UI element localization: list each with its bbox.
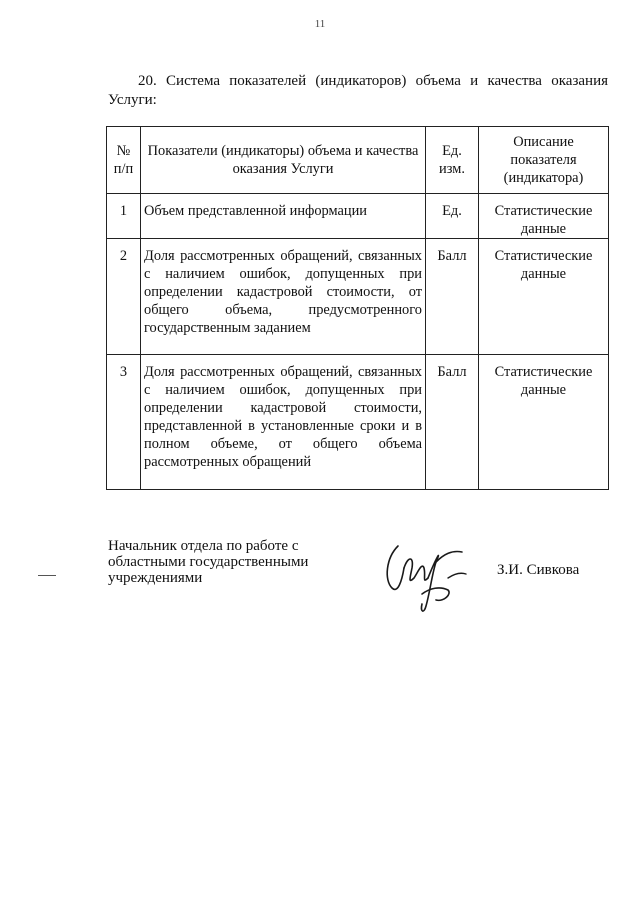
page-number: 11 [314,18,326,30]
cell-name [141,239,426,355]
cell-num: 1 [107,194,141,239]
cell-desc: Статистические данные [479,194,609,239]
signatory-name: З.И. Сивкова [497,562,580,578]
section-heading: 20. Система показателей (индикаторов) объема и качества оказания Услуги: [108,73,608,108]
cell-name-text: Доля рассмотренных обращений, связанных с наличием ошибок, допущенных при определении кадастровой стоимости, представленной в установленные сроки и в полном объеме, от общего объема рассмотренных обращений [144,364,422,470]
table-row [107,239,609,355]
header-desc: Описание показателя (индикатора) [479,127,609,194]
cell-name-text: Доля рассмотренных обращений, связанных с наличием ошибок, допущенных при определении кадастровой стоимости, от общего объема, предусмотренного государственным заданием [144,248,422,336]
table-row [107,355,609,490]
cell-unit: Балл [426,239,479,355]
header-unit: Ед. изм. [426,127,479,194]
header-num: № п/п [107,127,141,194]
table-header-row [107,127,609,194]
table-row [107,194,609,239]
cell-num: 2 [107,239,141,355]
cell-num: 3 [107,355,141,490]
cell-unit: Балл [426,355,479,490]
cell-unit: Ед. [426,194,479,239]
signatory-position: Начальник отдела по работе с областными государственными учреждениями [108,538,309,586]
margin-mark [38,575,56,576]
cell-name [141,355,426,490]
cell-desc: Статистические данные [479,239,609,355]
cell-name-text: Объем представленной информации [144,203,368,219]
header-name: Показатели (индикаторы) объема и качества оказания Услуги [141,127,426,194]
indicators-table [106,126,609,490]
cell-desc: Статистические данные [479,355,609,490]
cell-name [141,194,426,239]
handwritten-signature [378,528,468,618]
